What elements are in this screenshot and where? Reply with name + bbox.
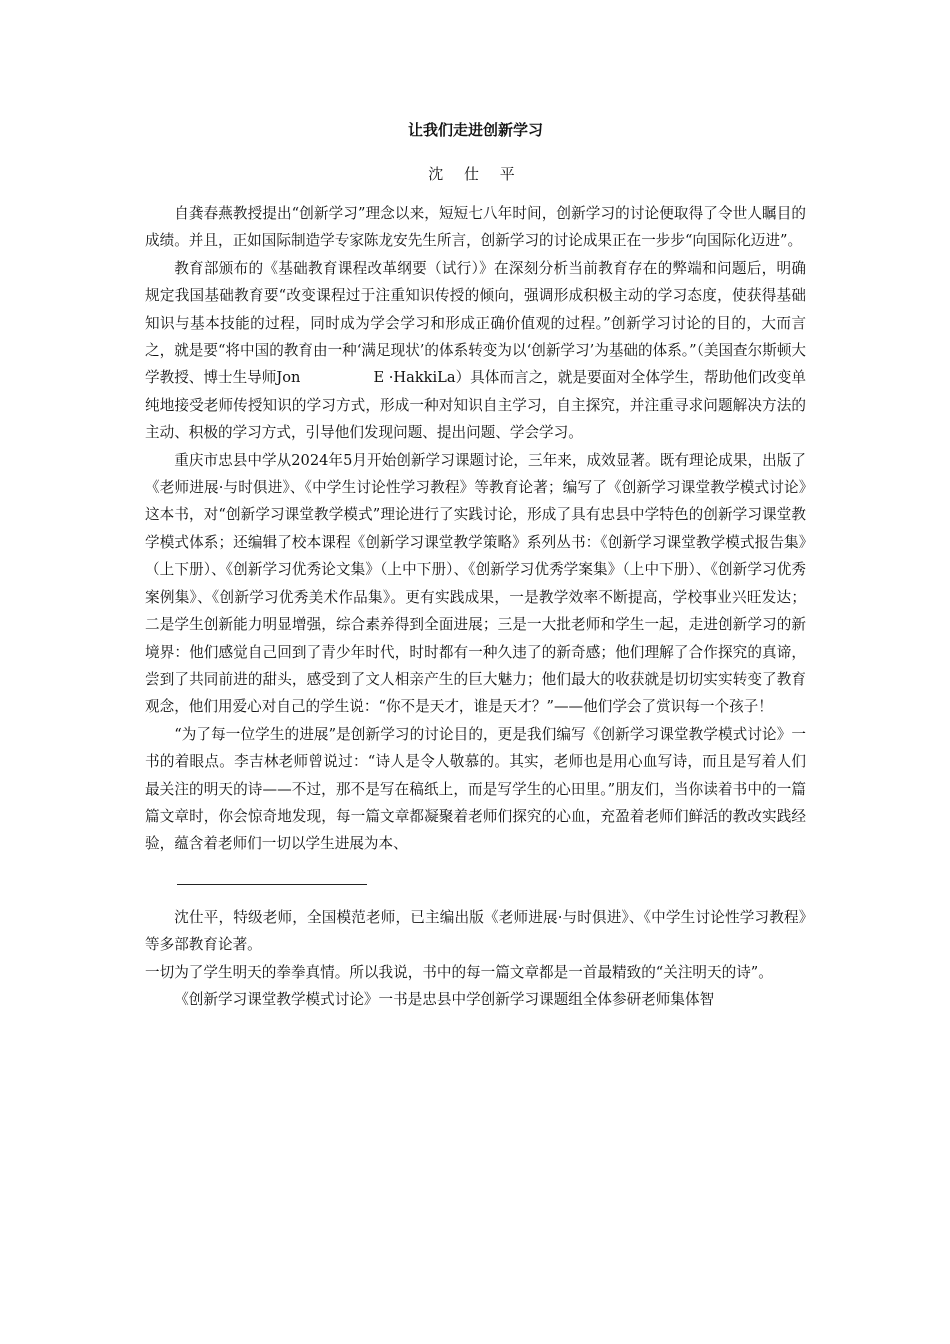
paragraph-4: “为了每一位学生的进展”是创新学习的讨论目的，更是我们编写《创新学习课堂教学模式讨论》一书的着眼点。李吉林老师曾说过：“诗人是令人敬慕的。其实，老师也是用心血写诗，而且是写着人们最关注的明天的诗——不过，那不是写在稿纸上，而是写学生的心田里。”朋友们，当你读着书中的一篇篇文章时，你会惊奇地发现，每一篇文章都凝聚着老师们探究的心血，充盈着老师们鲜活的教改实践经验，蕴含着老师们一切以学生进展为本、 [145,725,806,853]
paragraph-5: 《创新学习课堂教学模式讨论》一书是忠县中学创新学习课题组全体参研老师集体智 [174,990,715,1008]
document-page [145,112,806,1013]
footnote: 沈仕平，特级老师，全国模范老师，已主编出版《老师进展·与时俱进》、《中学生讨论性学习教程》等多部教育论著。 [145,908,806,954]
footnote-divider [177,884,367,885]
continuation-paragraph: 一切为了学生明天的拳拳真情。所以我说，书中的每一篇文章都是一首最精致的“关注明天的诗”。 [145,963,773,981]
document-author: 沈 仕 平 [428,165,523,183]
paragraph-3: 重庆市忠县中学从2024年5月开始创新学习课题讨论，三年来，成效显著。既有理论成果，出版了《老师进展·与时俱进》、《中学生讨论性学习教程》等教育论著；编写了《创新学习课堂教学模式讨论》这本书，对“创新学习课堂教学模式”理论进行了实践讨论，形成了具有忠县中学特色的创新学习课堂教学模式体系；还编辑了校本课程《创新学习课堂教学策略》系列丛书：《创新学习课堂教学模式报告集》（上下册）、《创新学习优秀论文集》（上中下册）、《创新学习优秀学案集》（上中下册）、《创新学习优秀案例集》、《创新学习优秀美术作品集》。更有实践成果，一是教学效率不断提高，学校事业兴旺发达；二是学生创新能力明显增强，综合素养得到全面进展；三是一大批老师和学生一起，走进创新学习的新境界：他们感觉自己回到了青少年时代，时时都有一种久违了的新奇感；他们理解了合作探究的真谛，尝到了共同前进的甜头，感受到了文人相亲产生的巨大魅力；他们最大的收获就是切切实实转变了教育观念，他们用爱心对自己的学生说：“你不是天才，谁是天才？”——他们学会了赏识每一个孩子！ [145,451,806,716]
paragraph-1: 自龚春燕教授提出“创新学习”理念以来，短短七八年时间，创新学习的讨论便取得了令世人瞩目的成绩。并且，正如国际制造学专家陈龙安先生所言，创新学习的讨论成果正在一步步“向国际化迈进”。 [145,205,806,250]
paragraph-2: 教育部颁布的《基础教育课程改革纲要（试行）》在深刻分析当前教育存在的弊端和问题后，明确规定我国基础教育要“改变课程过于注重知识传授的倾向，强调形成积极主动的学习态度，使获得基础知识与基本技能的过程，同时成为学会学习和形成正确价值观的过程。”创新学习讨论的目的，大而言之，就是要“将中国的教育由一种‘满足现状’的体系转变为以‘创新学习’为基础的体系。”（美国查尔斯顿大学教授、博士生导师Jon E ·HakkiLa）具体而言之，就是要面对全体学生，帮助他们改变单纯地接受老师传授知识的学习方式，形成一种对知识自主学习，自主探究，并注重寻求问题解决方法的主动、积极的学习方式，引导他们发现问题、提出问题、学会学习。 [145,259,807,442]
document-title: 让我们走进创新学习 [407,121,543,139]
